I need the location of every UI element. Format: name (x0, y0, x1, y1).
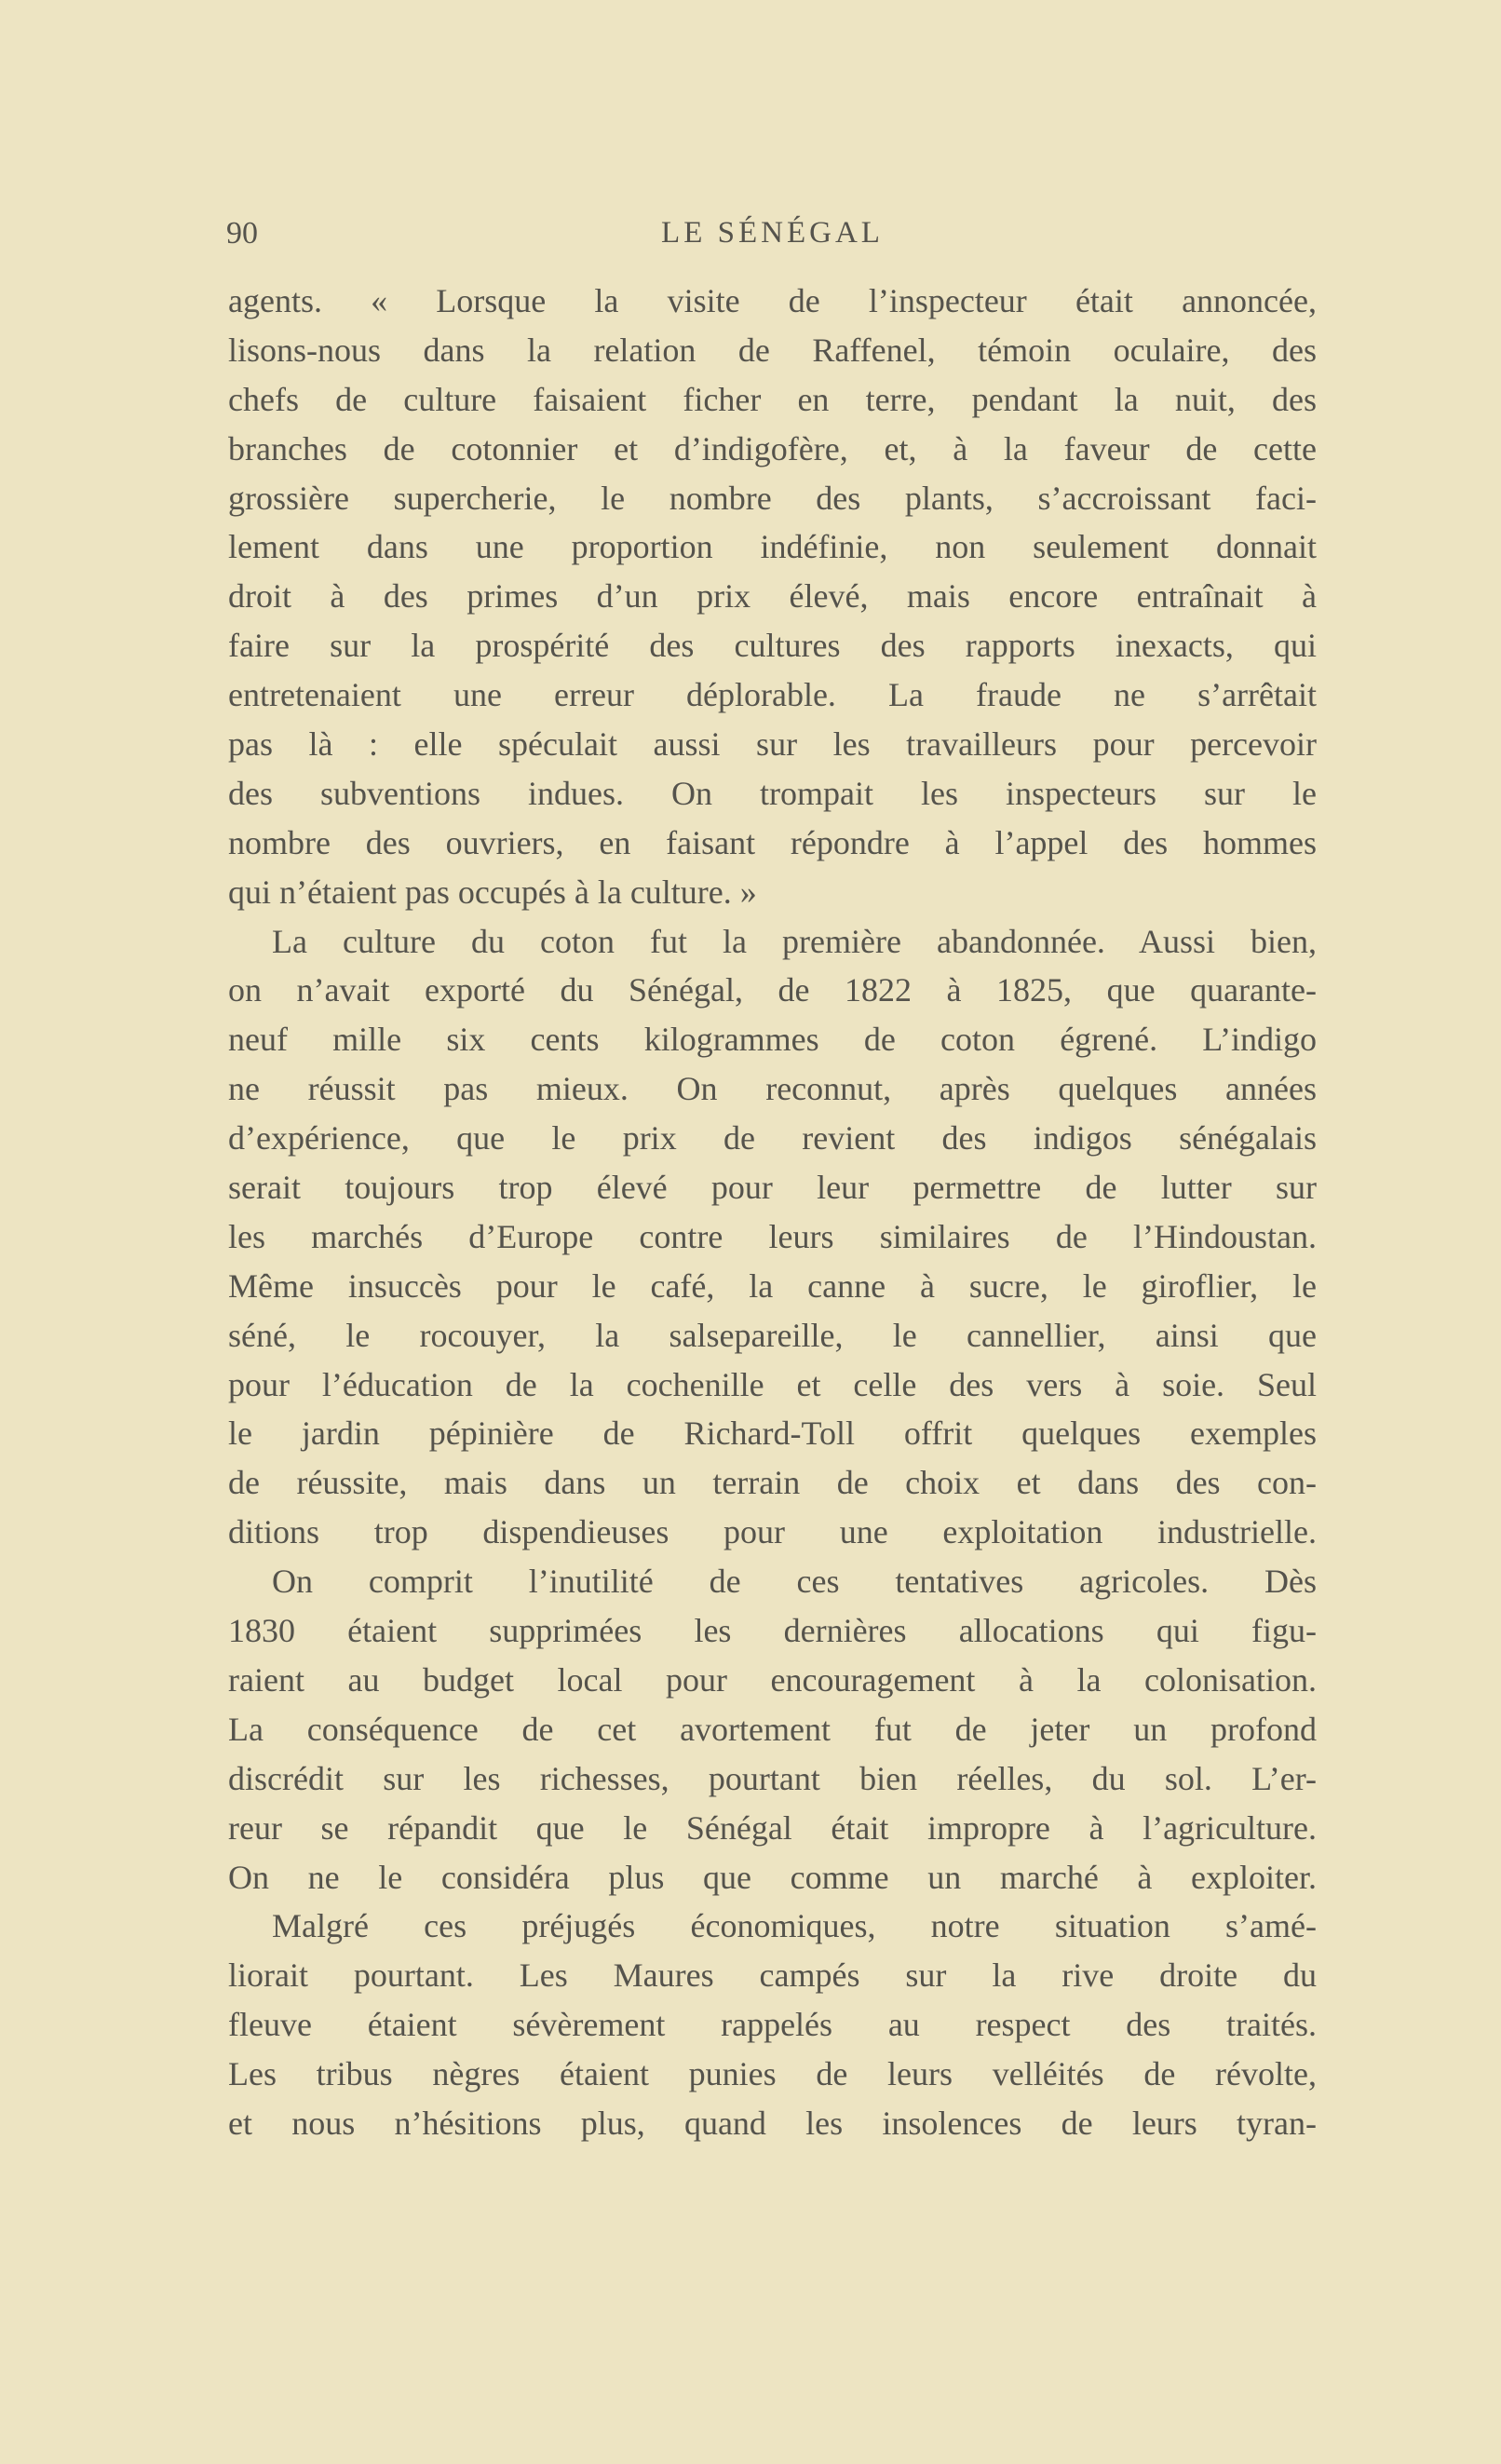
text-line: 1830 étaient supprimées les dernières allocations qui figu- (228, 1612, 1317, 1650)
text-line: entretenaient une erreur déplorable. La fraude ne s’arrêtait (228, 676, 1317, 714)
text-line: branches de cotonnier et d’indigofère, et, à la faveur de cette (228, 429, 1317, 467)
text-line: liorait pourtant. Les Maures campés sur la rive droite du (228, 1956, 1317, 1995)
text-line: pour l’éducation de la cochenille et celle des vers à soie. Seul (228, 1365, 1317, 1403)
text-line: Même insuccès pour le café, la canne à sucre, le giroflier, le (228, 1266, 1317, 1305)
text-line: d’expérience, que le prix de revient des indigos sénégalais (228, 1119, 1317, 1158)
text-line: neuf mille six cents kilogrammes de coton égrené. L’indigo (228, 1021, 1317, 1059)
text-line: discrédit sur les richesses, pourtant bien réelles, du sol. L’er- (228, 1759, 1317, 1797)
page-number: 90 (226, 216, 258, 250)
text-line: ditions trop dispendieuses pour une exploitation industrielle. (228, 1513, 1317, 1551)
text-line: les marchés d’Europe contre leurs similaires de l’Hindoustan. (228, 1217, 1317, 1255)
text-line: lisons-nous dans la relation de Raffenel, témoin oculaire, des (228, 331, 1317, 369)
text-line: droit à des primes d’un prix élevé, mais encore entraînait à (228, 577, 1317, 616)
text-line: qui n’étaient pas occupés à la culture. » (228, 873, 757, 911)
text-line: fleuve étaient sévèrement rappelés au respect des traités. (228, 2006, 1317, 2044)
running-title: LE SÉNÉGAL (661, 216, 884, 250)
text-line: raient au budget local pour encouragement à la colonisation. (228, 1660, 1317, 1699)
text-line: séné, le rocouyer, la salsepareille, le cannellier, ainsi que (228, 1316, 1317, 1354)
text-line: Les tribus nègres étaient punies de leurs velléités de révolte, (228, 2055, 1317, 2093)
text-line: Malgré ces préjugés économiques, notre situation s’amé- (272, 1907, 1317, 1945)
text-line: pas là : elle spéculait aussi sur les travailleurs pour percevoir (228, 725, 1317, 764)
text-line: lement dans une proportion indéfinie, non seulement donnait (228, 528, 1317, 566)
text-line: des subventions indues. On trompait les inspecteurs sur le (228, 774, 1317, 812)
text-line: faire sur la prospérité des cultures des rapports inexacts, qui (228, 627, 1317, 665)
text-line: reur se répandit que le Sénégal était impropre à l’agriculture. (228, 1808, 1317, 1847)
text-line: grossière supercherie, le nombre des plants, s’accroissant faci- (228, 479, 1317, 517)
body-text (228, 277, 1317, 2148)
text-line: le jardin pépinière de Richard-Toll offrit quelques exemples (228, 1415, 1317, 1453)
text-line: nombre des ouvriers, en faisant répondre à l’appel des hommes (228, 823, 1317, 861)
text-line: ne réussit pas mieux. On reconnut, après quelques années (228, 1070, 1317, 1108)
text-line: On comprit l’inutilité de ces tentatives agricoles. Dès (272, 1563, 1317, 1601)
text-line: On ne le considéra plus que comme un marché à exploiter. (228, 1858, 1317, 1896)
text-line: on n’avait exporté du Sénégal, de 1822 à 1825, que quarante- (228, 971, 1317, 1009)
text-line: La conséquence de cet avortement fut de jeter un profond (228, 1710, 1317, 1748)
text-line: chefs de culture faisaient ficher en terre, pendant la nuit, des (228, 380, 1317, 418)
text-line: serait toujours trop élevé pour leur permettre de lutter sur (228, 1169, 1317, 1207)
text-line: agents. « Lorsque la visite de l’inspecteur était annoncée, (228, 282, 1317, 319)
text-line: La culture du coton fut la première abandonnée. Aussi bien, (272, 922, 1317, 960)
text-line: et nous n’hésitions plus, quand les insolences de leurs tyran- (228, 2104, 1317, 2142)
text-line: de réussite, mais dans un terrain de choix et dans des con- (228, 1464, 1317, 1502)
